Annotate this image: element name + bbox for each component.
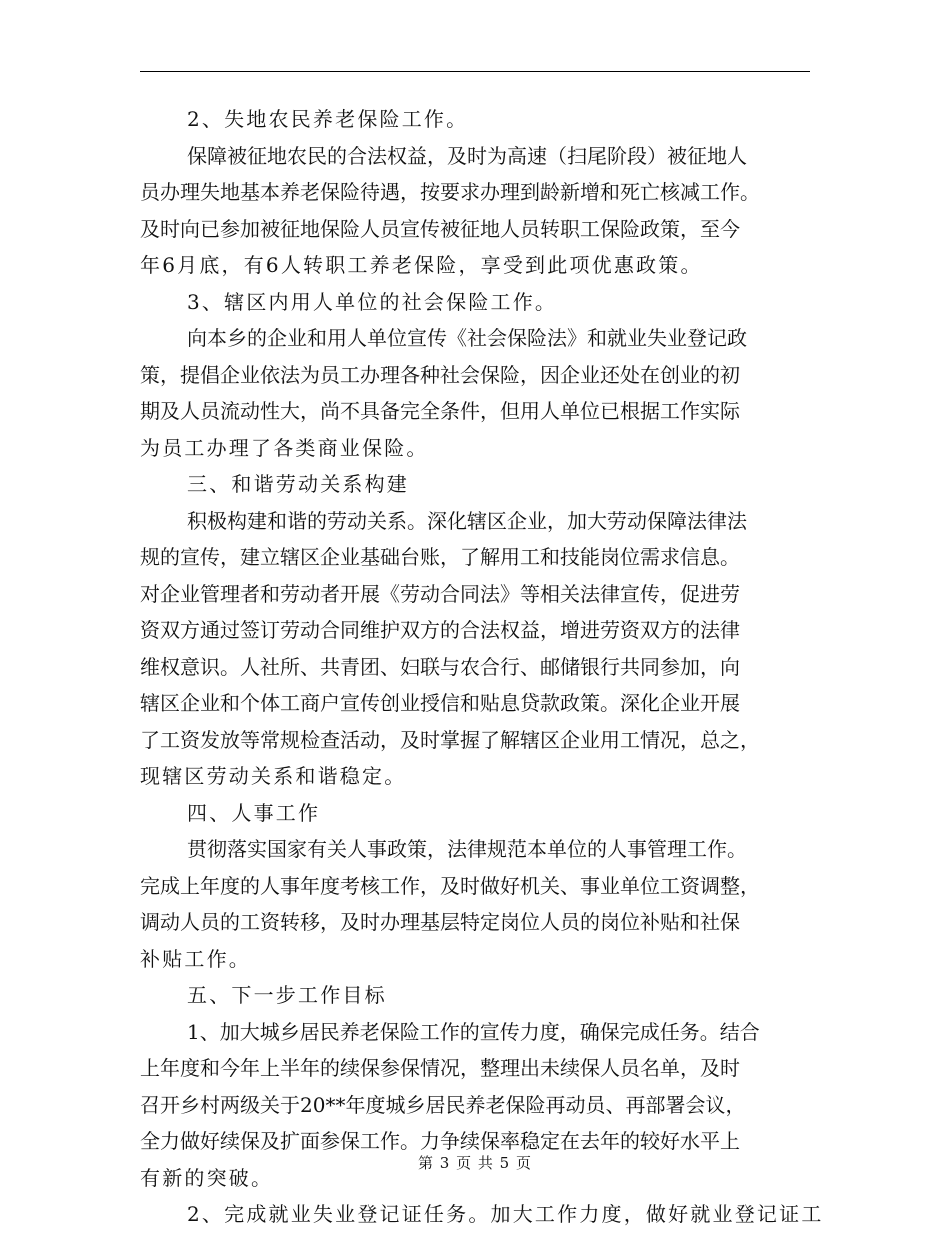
text-line: 召开乡村两级关于20**年度城乡居民养老保险再动员、再部署会议， — [140, 1092, 746, 1117]
text-line: 为员工办理了各类商业保险。 — [140, 435, 429, 460]
text-line: 补贴工作。 — [140, 946, 251, 971]
document-body — [140, 101, 824, 1233]
text-line: 员办理失地基本养老保险待遇，按要求办理到龄新增和死亡核减工作。 — [140, 180, 760, 204]
text-line: 有新的突破。 — [140, 1165, 274, 1190]
text-line: 1、加大城乡居民养老保险工作的宣传力度，确保完成任务。结合 — [187, 1019, 760, 1044]
text-line: 五、下一步工作目标 — [187, 983, 387, 1007]
text-line: 积极构建和谐的劳动关系。深化辖区企业，加大劳动保障法律法 — [187, 508, 747, 533]
page-number-footer: 第 3 页 共 5 页 — [418, 1154, 532, 1172]
text-line: 及时向已参加被征地保险人员宣传被征地人员转职工保险政策，至今 — [140, 216, 740, 241]
text-line: 2、完成就业失业登记证任务。加大工作力度，做好就业登记证工 — [187, 1202, 824, 1226]
text-line: 策，提倡企业依法为员工办理各种社会保险，因企业还处在创业的初 — [140, 362, 740, 387]
text-line: 2、失地农民养老保险工作。 — [187, 107, 469, 131]
text-line: 年6月底，有6人转职工养老保险，享受到此项优惠政策。 — [140, 253, 703, 277]
text-line: 三、和谐劳动关系构建 — [187, 472, 409, 496]
text-line: 维权意识。人社所、共青团、妇联与农合行、邮储银行共同参加，向 — [140, 654, 740, 679]
text-line: 四、人事工作 — [187, 800, 321, 825]
text-line: 向本乡的企业和用人单位宣传《社会保险法》和就业失业登记政 — [187, 326, 747, 350]
text-line: 贯彻落实国家有关人事政策，法律规范本单位的人事管理工作。 — [187, 837, 747, 861]
text-line: 资双方通过签订劳动合同维护双方的合法权益，增进劳资双方的法律 — [140, 618, 740, 642]
text-line: 全力做好续保及扩面参保工作。力争续保率稳定在去年的较好水平上 — [140, 1129, 740, 1153]
text-line: 了工资发放等常规检查活动，及时掌握了解辖区企业用工情况，总之， — [140, 727, 760, 752]
text-line: 上年度和今年上半年的续保参保情况，整理出未续保人员名单，及时 — [140, 1056, 740, 1080]
text-line: 调动人员的工资转移，及时办理基层特定岗位人员的岗位补贴和社保 — [140, 910, 740, 934]
text-line: 现辖区劳动关系和谐稳定。 — [140, 764, 407, 788]
text-line: 3、辖区内用人单位的社会保险工作。 — [187, 289, 558, 314]
header-rule — [140, 71, 810, 72]
text-line: 完成上年度的人事年度考核工作，及时做好机关、事业单位工资调整， — [140, 873, 760, 898]
text-line: 规的宣传，建立辖区企业基础台账，了解用工和技能岗位需求信息。 — [140, 545, 740, 569]
text-line: 辖区企业和个体工商户宣传创业授信和贴息贷款政策。深化企业开展 — [140, 691, 740, 715]
text-line: 期及人员流动性大，尚不具备完全条件，但用人单位已根据工作实际 — [140, 399, 740, 423]
text-line: 保障被征地农民的合法权益，及时为高速（扫尾阶段）被征地人 — [187, 143, 747, 168]
text-line: 对企业管理者和劳动者开展《劳动合同法》等相关法律宣传，促进劳 — [140, 581, 740, 606]
